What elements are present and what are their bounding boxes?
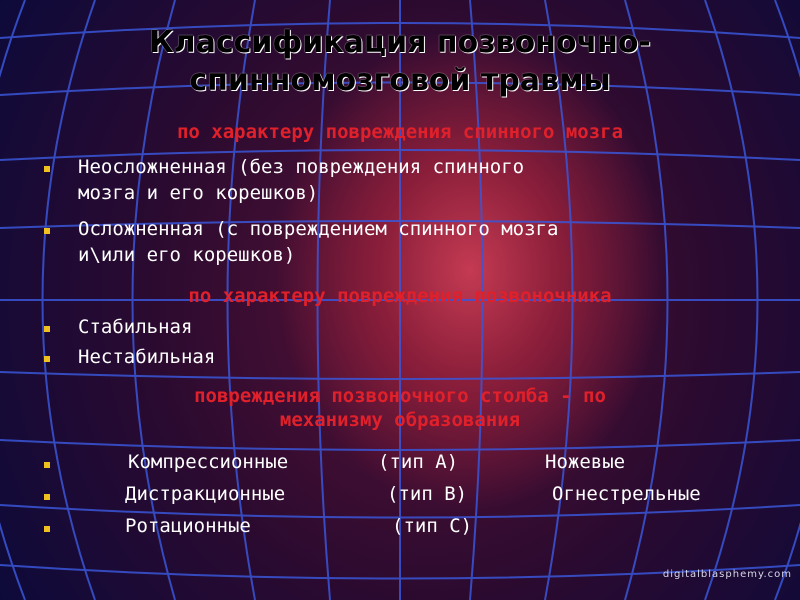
mechanism-distraction: Дистракционные	[125, 483, 286, 505]
item-line: мозга и его корешков)	[78, 182, 319, 204]
mechanism-compression: Компрессионные	[128, 451, 289, 473]
title-line-1: Классификация позвоночно-	[149, 25, 651, 60]
bullet	[44, 166, 50, 172]
bullet	[44, 462, 50, 468]
type-c: (тип С)	[392, 515, 473, 537]
list-item-uncomplicated	[78, 154, 524, 206]
bullet	[44, 356, 50, 362]
section-heading-spinal-cord: по характеру повреждения спинного мозга	[176, 121, 624, 143]
section-heading-mechanism	[0, 384, 800, 432]
item-line: Неосложненная (без повреждения спинного	[78, 156, 525, 178]
mechanism-rotation: Ротационные	[125, 515, 251, 537]
injury-gunshot: Огнестрельные	[552, 483, 701, 505]
watermark-credit: digitalblasphemy.com	[662, 569, 792, 580]
section-heading-spine: по характеру повреждения позвоночника	[188, 285, 612, 307]
injury-knife: Ножевые	[545, 451, 626, 473]
bullet	[44, 326, 50, 332]
title-line-2: спинномозговой травмы	[189, 63, 611, 98]
heading-line: повреждения позвоночного столба - по	[194, 385, 606, 407]
heading-line: механизму образования	[279, 409, 521, 431]
bullet	[44, 494, 50, 500]
item-line: Осложненная (с повреждением спинного мозга	[78, 218, 559, 240]
bullet	[44, 526, 50, 532]
item-line: и\или его корешков)	[78, 244, 296, 266]
type-a: (тип А)	[378, 451, 459, 473]
slide-title	[0, 24, 800, 100]
type-b: (тип В)	[387, 483, 468, 505]
bullet	[44, 228, 50, 234]
list-item-stable: Стабильная	[78, 316, 193, 338]
list-item-unstable: Нестабильная	[78, 346, 216, 368]
list-item-complicated	[78, 216, 558, 268]
